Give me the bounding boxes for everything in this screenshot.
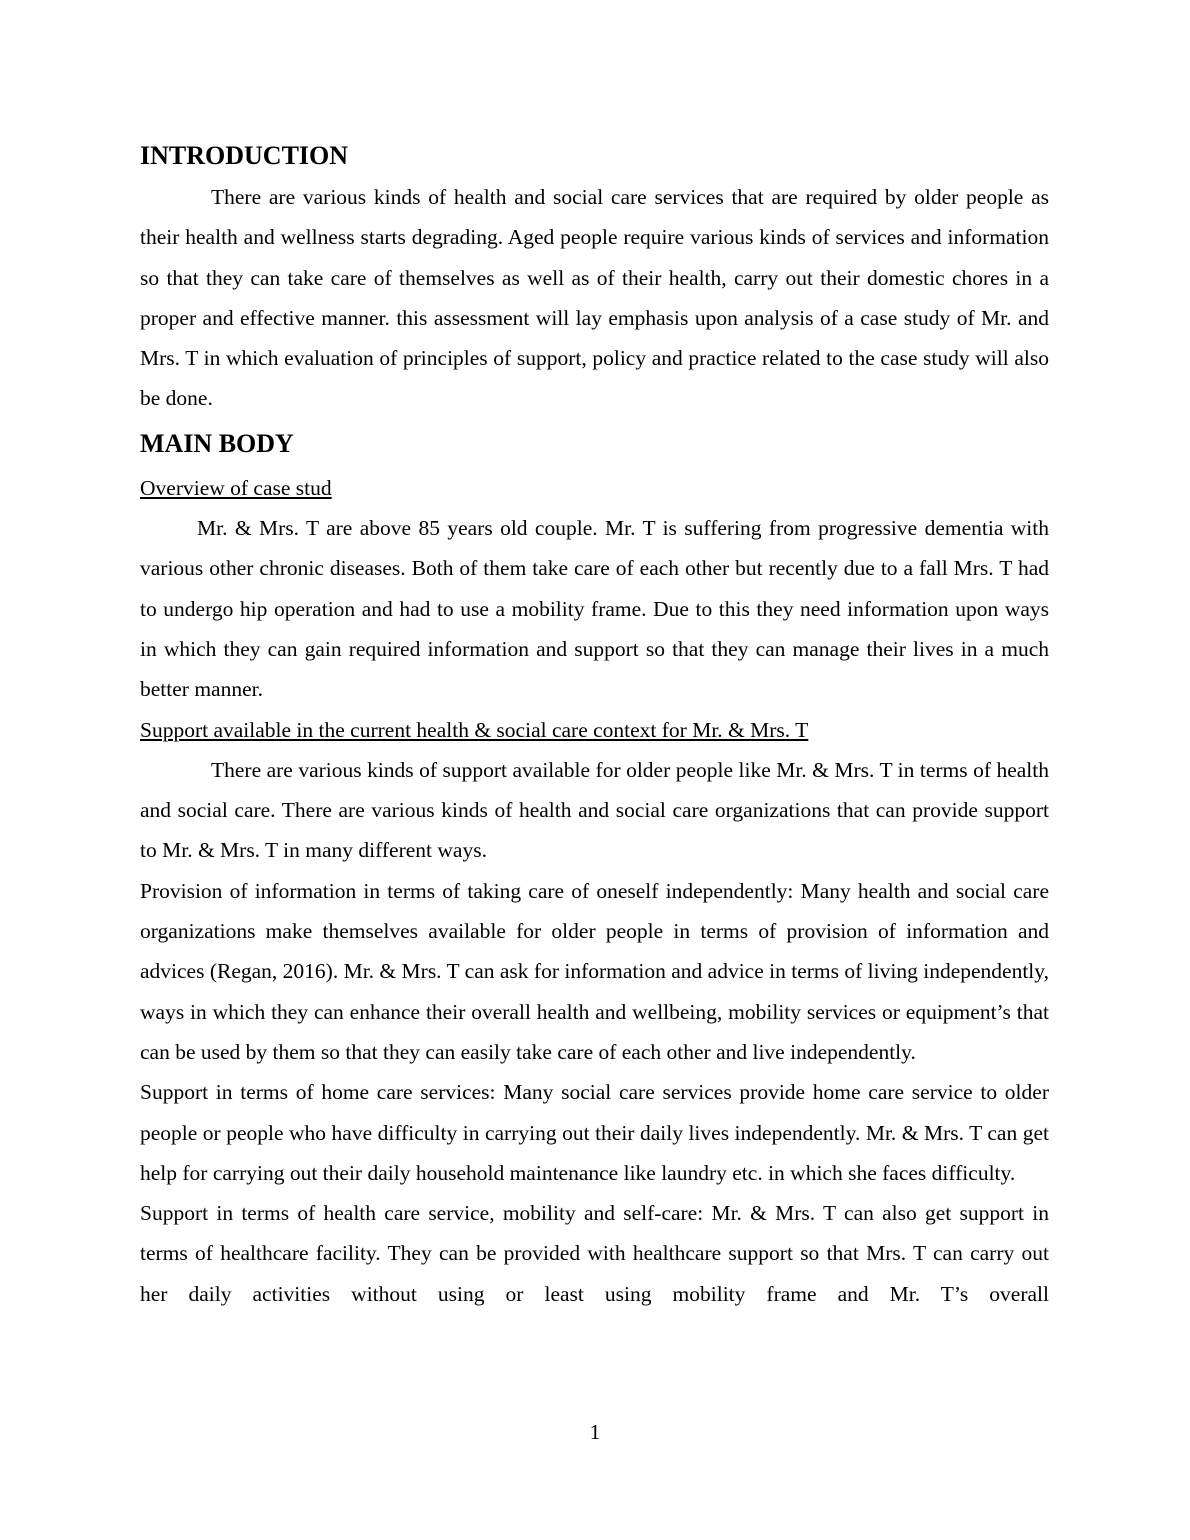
support-subheading: Support available in the current health & social care context for Mr. & Mrs. T — [140, 717, 809, 742]
document-page — [140, 136, 1049, 1314]
page-number: 1 — [589, 1420, 601, 1444]
overview-subheading: Overview of case stud — [140, 475, 332, 500]
main-body-heading: MAIN BODY — [140, 428, 294, 458]
introduction-heading: INTRODUCTION — [140, 141, 349, 170]
support-intro-paragraph: There are various kinds of support available for older people like Mr. & Mrs. T in terms of health and social care. There are various kinds of health and social care organizations that can provide support to Mr. & Mrs. T in many different ways. — [140, 757, 1049, 863]
overview-paragraph: Mr. & Mrs. T are above 85 years old couple. Mr. T is suffering from progressive dementia with various other chronic diseases. Both of them take care of each other but recently due to a fall Mrs. T had to undergo hip operation and had to use a mobility frame. Due to this they need information upon ways in which they can gain required information and support so that they can manage their lives in a much better manner. — [140, 516, 1049, 702]
home-care-paragraph: Support in terms of home care services: Many social care services provide home care service to older people or people who have difficulty in carrying out their daily lives independently. Mr. & Mrs. T can get help for carrying out their daily household maintenance like laundry etc. in which she faces difficulty. — [140, 1080, 1049, 1185]
health-care-paragraph: Support in terms of health care service, mobility and self-care: Mr. & Mrs. T can also get support in terms of healthcare facility. They can be provided with healthcare support so that Mrs. T can carry out her daily activities without using or least using mobility frame and Mr. T’s overall — [140, 1201, 1049, 1306]
information-paragraph: Provision of information in terms of taking care of oneself independently: Many health and social care organizations make themselves available for older people in terms of provision of information and advices (Regan, 2016). Mr. & Mrs. T can ask for information and advice in terms of living independently, ways in which they can enhance their overall health and wellbeing, mobility services or equipment’s that can be used by them so that they can easily take care of each other and live independently. — [140, 878, 1049, 1064]
introduction-paragraph: There are various kinds of health and social care services that are required by older people as their health and wellness starts degrading. Aged people require various kinds of services and information so that they can take care of themselves as well as of their health, carry out their domestic chores in a proper and effective manner. this assessment will lay emphasis upon analysis of a case study of Mr. and Mrs. T in which evaluation of principles of support, policy and practice related to the case study will also be done. — [140, 185, 1049, 411]
